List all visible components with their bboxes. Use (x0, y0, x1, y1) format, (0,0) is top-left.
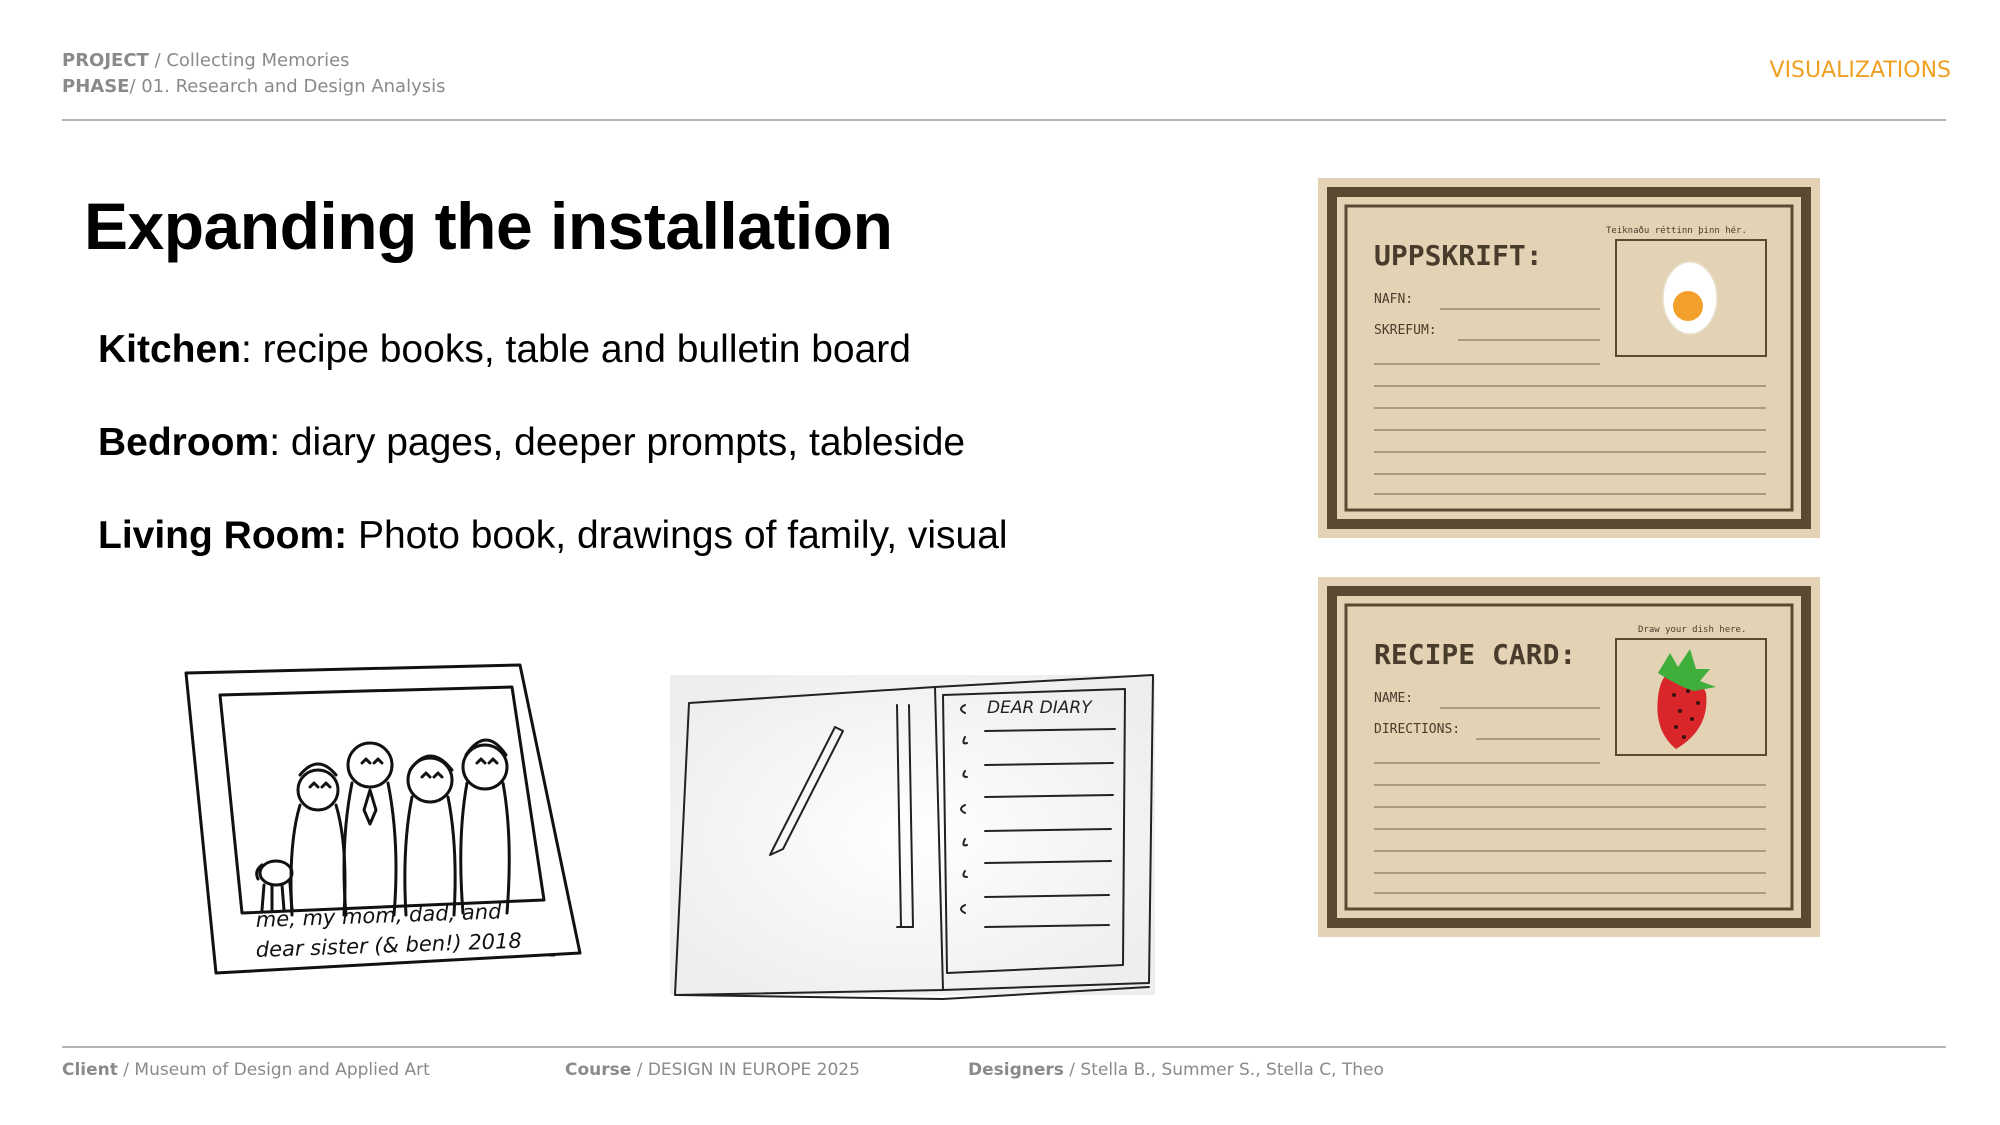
footer-divider (62, 1046, 1946, 1048)
person-figure (405, 756, 455, 915)
footer-course-value: / DESIGN IN EUROPE 2025 (631, 1060, 860, 1080)
footer-client-value: / Museum of Design and Applied Art (117, 1060, 430, 1080)
project-label: PROJECT (62, 50, 149, 71)
card-field-label: NAFN: (1374, 292, 1414, 307)
footer-designers-label: Designers (968, 1060, 1064, 1080)
footer-course (565, 1060, 860, 1080)
photo-frame-inner (220, 687, 544, 913)
bullet-label: Kitchen (98, 328, 242, 371)
bullet-label: Bedroom (98, 421, 270, 464)
header-divider (62, 119, 1946, 121)
phase-name: / 01. Research and Design Analysis (129, 76, 446, 97)
project-name: / Collecting Memories (148, 50, 350, 71)
person-figure (291, 764, 345, 915)
person-figure (344, 743, 396, 915)
card-hint: Draw your dish here. (1638, 625, 1747, 635)
phase-line (62, 76, 446, 97)
card-hint: Teiknaðu réttinn þinn hér. (1606, 226, 1747, 236)
card-field-label: SKREFUM: (1374, 323, 1437, 338)
phase-label: PHASE (62, 76, 130, 97)
dog-figure (257, 861, 292, 910)
footer-designers-value: / Stella B., Summer S., Stella C, Theo (1063, 1060, 1384, 1080)
card-field-label: NAME: (1374, 691, 1414, 706)
recipe-card-english (1318, 577, 1820, 937)
bullet-text: : recipe books, table and bulletin board (241, 328, 911, 371)
bullet-bedroom (98, 421, 965, 465)
egg-icon (1663, 262, 1717, 334)
bullet-label: Living Room: (98, 514, 348, 557)
recipe-card-icelandic (1318, 178, 1820, 538)
bullet-text: Photo book, drawings of family, visual (347, 514, 1008, 557)
photo-caption-line1: me, my mom, dad, and (255, 899, 502, 932)
photo-caption-line2: dear sister (& ben!) 2018 (255, 928, 523, 962)
bullet-living-room (98, 514, 1008, 558)
card-heading: UPPSKRIFT: (1374, 239, 1543, 272)
footer-client-label: Client (62, 1060, 118, 1080)
bullet-text: : diary pages, deeper prompts, tableside (269, 421, 966, 464)
card-field-label: DIRECTIONS: (1374, 722, 1461, 737)
card-heading: RECIPE CARD: (1374, 638, 1577, 671)
section-tag: VISUALIZATIONS (1769, 58, 1951, 83)
bullet-kitchen (98, 328, 911, 372)
family-photo-sketch (180, 655, 600, 985)
footer-client (62, 1060, 430, 1080)
footer-course-label: Course (565, 1060, 632, 1080)
diary-heading: DEAR DIARY (987, 698, 1092, 718)
footer-designers (968, 1060, 1384, 1080)
person-figure (461, 740, 510, 913)
diary-sketch (665, 665, 1165, 1010)
slide-title: Expanding the installation (84, 189, 893, 263)
project-line (62, 50, 350, 71)
